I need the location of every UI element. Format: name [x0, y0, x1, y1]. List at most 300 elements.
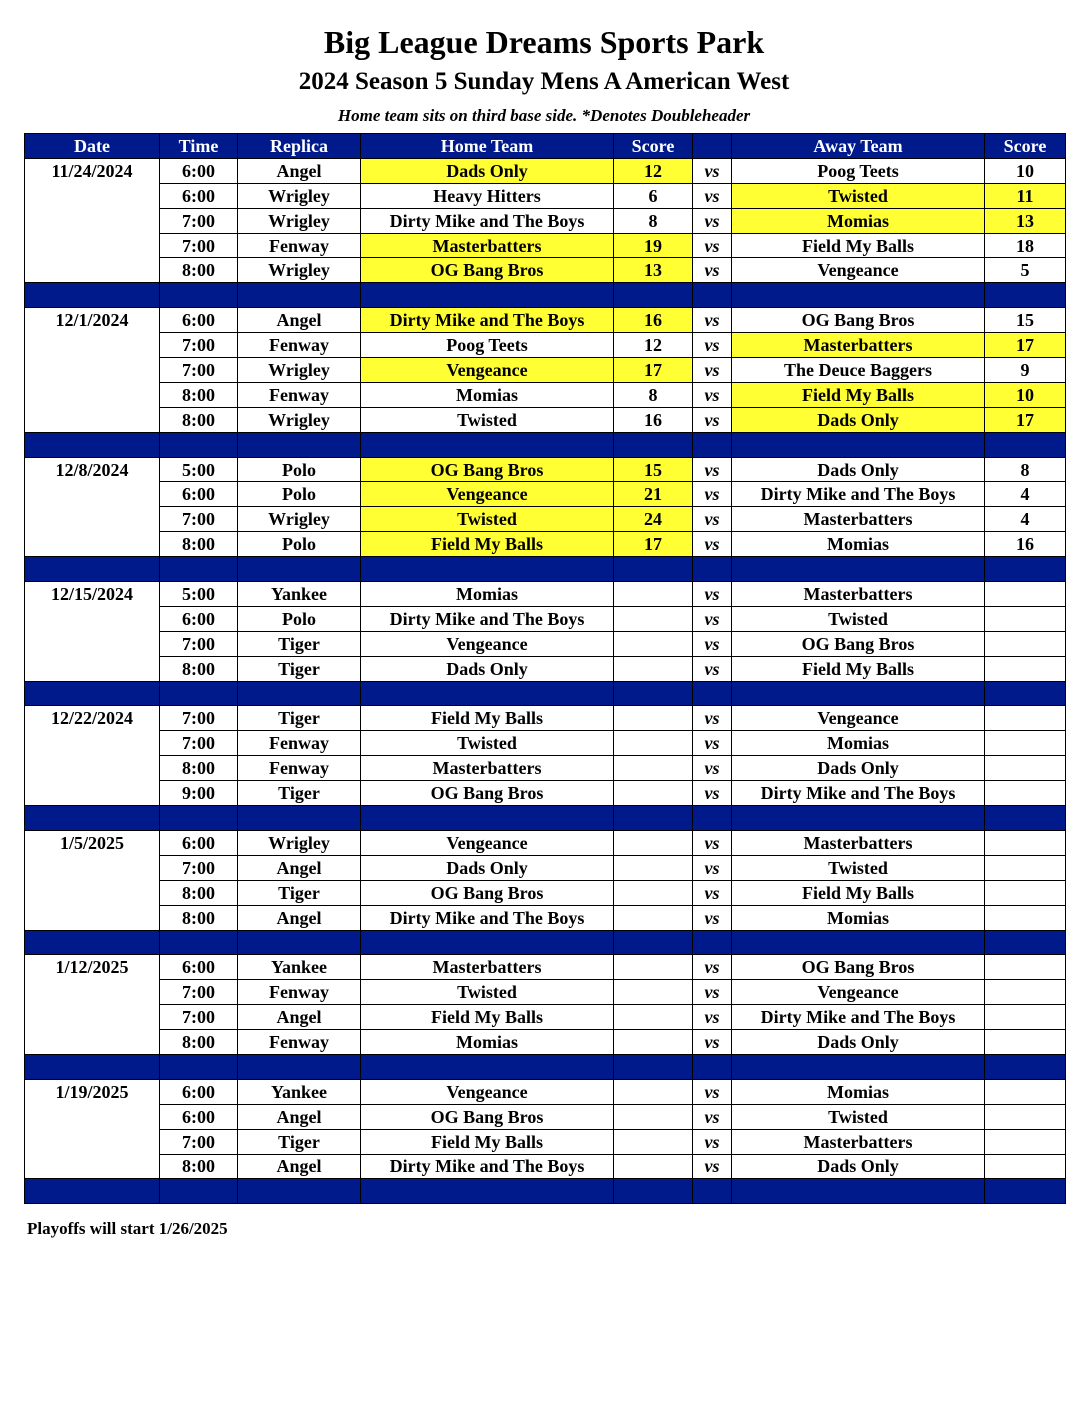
time-cell: 7:00	[160, 333, 238, 358]
away-score-cell: 13	[985, 208, 1066, 233]
home-team-cell: Field My Balls	[361, 1129, 614, 1154]
away-team-cell: Twisted	[732, 606, 985, 631]
week-separator-row	[25, 1179, 1066, 1204]
game-row	[25, 830, 1066, 855]
away-score-cell	[985, 706, 1066, 731]
time-cell: 7:00	[160, 358, 238, 383]
home-score-cell	[614, 706, 693, 731]
replica-cell: Wrigley	[238, 507, 361, 532]
home-team-cell: Dirty Mike and The Boys	[361, 208, 614, 233]
game-row	[25, 407, 1066, 432]
replica-cell: Fenway	[238, 1030, 361, 1055]
game-row	[25, 208, 1066, 233]
away-team-cell: Momias	[732, 905, 985, 930]
replica-cell: Fenway	[238, 980, 361, 1005]
col-header-time: Time	[160, 134, 238, 159]
separator-cell	[25, 806, 160, 831]
separator-cell	[25, 557, 160, 582]
separator-cell	[985, 1179, 1066, 1204]
home-score-cell	[614, 905, 693, 930]
col-header-home-team: Home Team	[361, 134, 614, 159]
home-score-cell	[614, 781, 693, 806]
home-score-cell	[614, 631, 693, 656]
home-score-cell: 17	[614, 532, 693, 557]
vs-cell: vs	[693, 706, 732, 731]
away-team-cell: Dads Only	[732, 756, 985, 781]
separator-cell	[238, 557, 361, 582]
time-cell: 8:00	[160, 532, 238, 557]
replica-cell: Wrigley	[238, 258, 361, 283]
page-subtitle: 2024 Season 5 Sunday Mens A American West	[298, 68, 790, 95]
time-cell: 8:00	[160, 656, 238, 681]
separator-cell	[614, 930, 693, 955]
home-team-cell: Vengeance	[361, 830, 614, 855]
vs-cell: vs	[693, 880, 732, 905]
home-score-cell: 15	[614, 457, 693, 482]
time-cell: 7:00	[160, 233, 238, 258]
away-score-cell	[985, 1129, 1066, 1154]
time-cell: 7:00	[160, 731, 238, 756]
home-score-cell: 16	[614, 308, 693, 333]
game-row	[25, 905, 1066, 930]
date-cell	[25, 1129, 160, 1154]
away-team-cell: Twisted	[732, 1104, 985, 1129]
away-score-cell	[985, 1079, 1066, 1104]
replica-cell: Fenway	[238, 333, 361, 358]
week-separator-row	[25, 681, 1066, 706]
vs-cell: vs	[693, 532, 732, 557]
away-team-cell: OG Bang Bros	[732, 308, 985, 333]
time-cell: 6:00	[160, 1104, 238, 1129]
away-score-cell	[985, 830, 1066, 855]
away-team-cell: Dirty Mike and The Boys	[732, 482, 985, 507]
separator-cell	[732, 930, 985, 955]
game-row	[25, 183, 1066, 208]
date-cell	[25, 756, 160, 781]
replica-cell: Tiger	[238, 781, 361, 806]
time-cell: 9:00	[160, 781, 238, 806]
home-score-cell: 21	[614, 482, 693, 507]
vs-cell: vs	[693, 1154, 732, 1179]
col-header-away-score: Score	[985, 134, 1066, 159]
away-team-cell: Vengeance	[732, 706, 985, 731]
separator-cell	[361, 681, 614, 706]
replica-cell: Yankee	[238, 582, 361, 607]
game-row	[25, 532, 1066, 557]
separator-cell	[238, 432, 361, 457]
home-score-cell	[614, 582, 693, 607]
away-team-cell: Twisted	[732, 855, 985, 880]
vs-cell: vs	[693, 208, 732, 233]
away-team-cell: Dirty Mike and The Boys	[732, 781, 985, 806]
home-team-cell: Field My Balls	[361, 706, 614, 731]
game-row	[25, 1079, 1066, 1104]
replica-cell: Angel	[238, 1154, 361, 1179]
home-score-cell: 24	[614, 507, 693, 532]
replica-cell: Wrigley	[238, 407, 361, 432]
time-cell: 8:00	[160, 905, 238, 930]
home-team-cell: Dirty Mike and The Boys	[361, 308, 614, 333]
week-separator-row	[25, 806, 1066, 831]
home-team-cell: Vengeance	[361, 482, 614, 507]
home-score-cell: 6	[614, 183, 693, 208]
home-team-cell: Momias	[361, 1030, 614, 1055]
away-team-cell: Dads Only	[732, 457, 985, 482]
separator-cell	[361, 432, 614, 457]
separator-cell	[238, 1054, 361, 1079]
away-score-cell: 4	[985, 482, 1066, 507]
vs-cell: vs	[693, 980, 732, 1005]
away-score-cell: 11	[985, 183, 1066, 208]
home-team-cell: Masterbatters	[361, 955, 614, 980]
away-score-cell: 17	[985, 333, 1066, 358]
separator-cell	[732, 283, 985, 308]
home-team-cell: OG Bang Bros	[361, 1104, 614, 1129]
home-score-cell: 19	[614, 233, 693, 258]
date-cell	[25, 258, 160, 283]
separator-cell	[693, 1054, 732, 1079]
vs-cell: vs	[693, 158, 732, 183]
game-row	[25, 756, 1066, 781]
game-row	[25, 1104, 1066, 1129]
home-team-cell: Dirty Mike and The Boys	[361, 606, 614, 631]
home-score-cell	[614, 830, 693, 855]
vs-cell: vs	[693, 1005, 732, 1030]
away-score-cell	[985, 756, 1066, 781]
home-score-cell: 17	[614, 358, 693, 383]
home-score-cell	[614, 756, 693, 781]
home-score-cell: 12	[614, 333, 693, 358]
home-team-cell: Vengeance	[361, 631, 614, 656]
vs-cell: vs	[693, 582, 732, 607]
away-score-cell: 4	[985, 507, 1066, 532]
replica-cell: Wrigley	[238, 830, 361, 855]
date-cell	[25, 507, 160, 532]
separator-cell	[160, 283, 238, 308]
away-score-cell	[985, 631, 1066, 656]
separator-cell	[361, 1054, 614, 1079]
home-team-cell: Dads Only	[361, 158, 614, 183]
away-score-cell: 5	[985, 258, 1066, 283]
time-cell: 7:00	[160, 1129, 238, 1154]
col-header-home-score: Score	[614, 134, 693, 159]
date-cell	[25, 183, 160, 208]
separator-cell	[693, 557, 732, 582]
separator-cell	[25, 1054, 160, 1079]
schedule-table	[24, 133, 1066, 1204]
away-score-cell: 15	[985, 308, 1066, 333]
game-row	[25, 880, 1066, 905]
vs-cell: vs	[693, 358, 732, 383]
replica-cell: Angel	[238, 158, 361, 183]
vs-cell: vs	[693, 656, 732, 681]
game-row	[25, 333, 1066, 358]
away-score-cell	[985, 606, 1066, 631]
date-cell	[25, 606, 160, 631]
home-team-cell: Vengeance	[361, 1079, 614, 1104]
away-score-cell	[985, 1030, 1066, 1055]
away-team-cell: Field My Balls	[732, 656, 985, 681]
vs-cell: vs	[693, 905, 732, 930]
home-team-cell: OG Bang Bros	[361, 258, 614, 283]
game-row	[25, 980, 1066, 1005]
time-cell: 5:00	[160, 582, 238, 607]
time-cell: 7:00	[160, 208, 238, 233]
home-team-cell: Twisted	[361, 731, 614, 756]
away-score-cell	[985, 1104, 1066, 1129]
separator-cell	[732, 432, 985, 457]
away-team-cell: Dirty Mike and The Boys	[732, 1005, 985, 1030]
game-row	[25, 507, 1066, 532]
vs-cell: vs	[693, 457, 732, 482]
away-score-cell: 10	[985, 158, 1066, 183]
away-team-cell: Field My Balls	[732, 233, 985, 258]
date-cell: 1/19/2025	[25, 1079, 160, 1104]
game-row	[25, 656, 1066, 681]
game-row	[25, 1129, 1066, 1154]
date-cell	[25, 631, 160, 656]
time-cell: 7:00	[160, 980, 238, 1005]
date-cell	[25, 656, 160, 681]
time-cell: 8:00	[160, 382, 238, 407]
away-team-cell: Momias	[732, 208, 985, 233]
away-score-cell: 9	[985, 358, 1066, 383]
separator-cell	[238, 806, 361, 831]
replica-cell: Tiger	[238, 656, 361, 681]
col-header-replica: Replica	[238, 134, 361, 159]
time-cell: 7:00	[160, 855, 238, 880]
replica-cell: Angel	[238, 1104, 361, 1129]
game-row	[25, 158, 1066, 183]
home-team-cell: Field My Balls	[361, 1005, 614, 1030]
separator-cell	[693, 1179, 732, 1204]
vs-cell: vs	[693, 1129, 732, 1154]
home-team-cell: Twisted	[361, 980, 614, 1005]
away-team-cell: Masterbatters	[732, 507, 985, 532]
vs-cell: vs	[693, 606, 732, 631]
vs-cell: vs	[693, 1030, 732, 1055]
away-score-cell	[985, 731, 1066, 756]
game-row	[25, 955, 1066, 980]
game-row	[25, 233, 1066, 258]
time-cell: 7:00	[160, 706, 238, 731]
home-score-cell	[614, 656, 693, 681]
replica-cell: Angel	[238, 308, 361, 333]
time-cell: 6:00	[160, 158, 238, 183]
home-score-cell	[614, 1005, 693, 1030]
date-cell	[25, 1104, 160, 1129]
replica-cell: Fenway	[238, 731, 361, 756]
vs-cell: vs	[693, 1079, 732, 1104]
home-score-cell: 13	[614, 258, 693, 283]
vs-cell: vs	[693, 731, 732, 756]
time-cell: 8:00	[160, 258, 238, 283]
time-cell: 5:00	[160, 457, 238, 482]
replica-cell: Yankee	[238, 1079, 361, 1104]
separator-cell	[732, 557, 985, 582]
vs-cell: vs	[693, 781, 732, 806]
game-row	[25, 482, 1066, 507]
away-team-cell: Masterbatters	[732, 333, 985, 358]
home-team-cell: OG Bang Bros	[361, 880, 614, 905]
time-cell: 7:00	[160, 507, 238, 532]
separator-cell	[25, 1179, 160, 1204]
home-team-cell: Dirty Mike and The Boys	[361, 905, 614, 930]
week-separator-row	[25, 432, 1066, 457]
time-cell: 6:00	[160, 830, 238, 855]
replica-cell: Polo	[238, 606, 361, 631]
date-cell	[25, 358, 160, 383]
separator-cell	[160, 557, 238, 582]
replica-cell: Angel	[238, 1005, 361, 1030]
separator-cell	[985, 557, 1066, 582]
separator-cell	[614, 1179, 693, 1204]
away-score-cell: 8	[985, 457, 1066, 482]
replica-cell: Fenway	[238, 233, 361, 258]
home-team-cell: Twisted	[361, 407, 614, 432]
away-team-cell: Poog Teets	[732, 158, 985, 183]
separator-cell	[361, 1179, 614, 1204]
game-row	[25, 781, 1066, 806]
separator-cell	[238, 283, 361, 308]
home-score-cell	[614, 880, 693, 905]
separator-cell	[732, 681, 985, 706]
game-row	[25, 582, 1066, 607]
vs-cell: vs	[693, 1104, 732, 1129]
date-cell	[25, 781, 160, 806]
date-cell: 12/8/2024	[25, 457, 160, 482]
date-cell	[25, 905, 160, 930]
date-cell	[25, 731, 160, 756]
playoffs-note: Playoffs will start 1/26/2025	[27, 1219, 228, 1238]
home-team-cell: Dads Only	[361, 855, 614, 880]
separator-cell	[985, 432, 1066, 457]
vs-cell: vs	[693, 507, 732, 532]
vs-cell: vs	[693, 233, 732, 258]
separator-cell	[614, 681, 693, 706]
replica-cell: Polo	[238, 457, 361, 482]
game-row	[25, 731, 1066, 756]
away-score-cell: 16	[985, 532, 1066, 557]
separator-cell	[985, 681, 1066, 706]
game-row	[25, 382, 1066, 407]
replica-cell: Polo	[238, 532, 361, 557]
away-team-cell: Vengeance	[732, 980, 985, 1005]
week-separator-row	[25, 557, 1066, 582]
home-score-cell	[614, 1104, 693, 1129]
replica-cell: Fenway	[238, 756, 361, 781]
vs-cell: vs	[693, 258, 732, 283]
date-cell: 12/15/2024	[25, 582, 160, 607]
col-header-vs	[693, 134, 732, 159]
away-team-cell: Field My Balls	[732, 382, 985, 407]
date-cell	[25, 382, 160, 407]
away-team-cell: Momias	[732, 532, 985, 557]
time-cell: 8:00	[160, 407, 238, 432]
vs-cell: vs	[693, 756, 732, 781]
vs-cell: vs	[693, 333, 732, 358]
time-cell: 8:00	[160, 756, 238, 781]
away-team-cell: The Deuce Baggers	[732, 358, 985, 383]
away-team-cell: Dads Only	[732, 1030, 985, 1055]
away-score-cell	[985, 880, 1066, 905]
game-row	[25, 258, 1066, 283]
home-team-cell: OG Bang Bros	[361, 457, 614, 482]
separator-cell	[985, 806, 1066, 831]
game-row	[25, 1005, 1066, 1030]
date-cell	[25, 233, 160, 258]
home-team-cell: Dirty Mike and The Boys	[361, 1154, 614, 1179]
time-cell: 7:00	[160, 631, 238, 656]
replica-cell: Angel	[238, 855, 361, 880]
home-team-cell: Masterbatters	[361, 756, 614, 781]
away-team-cell: Vengeance	[732, 258, 985, 283]
home-score-cell	[614, 731, 693, 756]
separator-cell	[160, 930, 238, 955]
home-score-cell: 12	[614, 158, 693, 183]
replica-cell: Tiger	[238, 631, 361, 656]
game-row	[25, 855, 1066, 880]
home-score-cell	[614, 606, 693, 631]
away-score-cell	[985, 980, 1066, 1005]
home-score-cell	[614, 1129, 693, 1154]
vs-cell: vs	[693, 308, 732, 333]
separator-cell	[614, 432, 693, 457]
game-row	[25, 1154, 1066, 1179]
week-separator-row	[25, 930, 1066, 955]
separator-cell	[732, 806, 985, 831]
home-team-cell: Masterbatters	[361, 233, 614, 258]
schedule-body	[25, 158, 1066, 1203]
home-team-cell: Momias	[361, 382, 614, 407]
replica-cell: Fenway	[238, 382, 361, 407]
separator-cell	[693, 806, 732, 831]
time-cell: 6:00	[160, 308, 238, 333]
separator-cell	[25, 930, 160, 955]
separator-cell	[238, 1179, 361, 1204]
away-team-cell: Masterbatters	[732, 582, 985, 607]
separator-cell	[693, 930, 732, 955]
home-team-cell: Momias	[361, 582, 614, 607]
col-header-away-team: Away Team	[732, 134, 985, 159]
home-team-cell: Twisted	[361, 507, 614, 532]
away-score-cell	[985, 1005, 1066, 1030]
separator-cell	[732, 1179, 985, 1204]
away-team-cell: OG Bang Bros	[732, 955, 985, 980]
date-cell: 12/22/2024	[25, 706, 160, 731]
away-team-cell: Masterbatters	[732, 830, 985, 855]
game-row	[25, 308, 1066, 333]
date-cell: 1/12/2025	[25, 955, 160, 980]
away-score-cell: 18	[985, 233, 1066, 258]
home-team-cell: Dads Only	[361, 656, 614, 681]
date-cell	[25, 980, 160, 1005]
separator-cell	[614, 557, 693, 582]
home-score-cell	[614, 855, 693, 880]
away-team-cell: Momias	[732, 1079, 985, 1104]
replica-cell: Wrigley	[238, 183, 361, 208]
away-score-cell	[985, 955, 1066, 980]
week-separator-row	[25, 1054, 1066, 1079]
away-team-cell: Twisted	[732, 183, 985, 208]
home-team-cell: OG Bang Bros	[361, 781, 614, 806]
separator-cell	[732, 1054, 985, 1079]
game-row	[25, 457, 1066, 482]
home-score-cell	[614, 1154, 693, 1179]
col-header-date: Date	[25, 134, 160, 159]
away-score-cell: 17	[985, 407, 1066, 432]
date-cell	[25, 482, 160, 507]
